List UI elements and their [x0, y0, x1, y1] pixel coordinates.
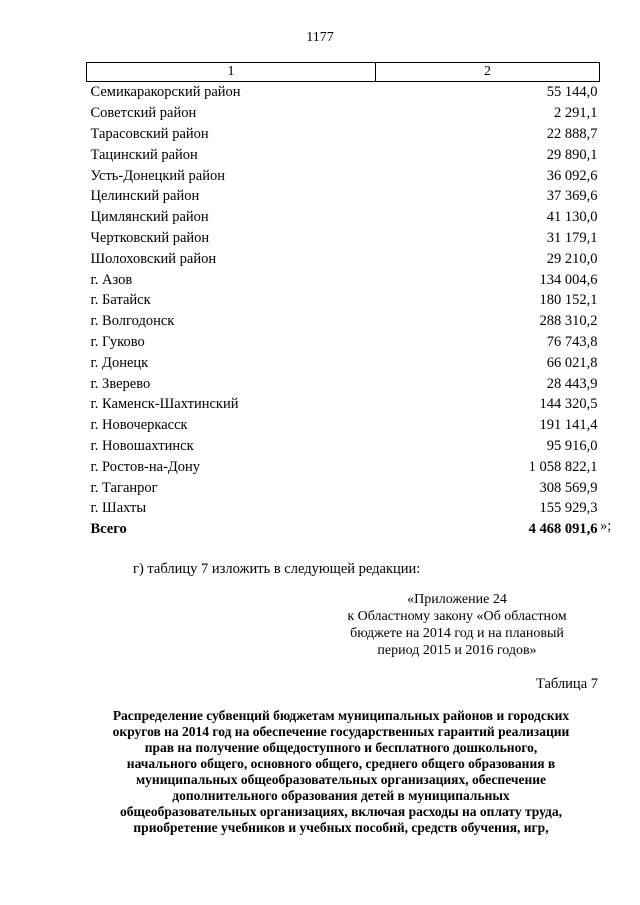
row-name: Чертковский район — [90, 229, 210, 246]
title-line: приобретение учебников и учебных пособий, средств обучения, игр, — [133, 820, 549, 835]
row-name: Цимлянский район — [90, 209, 209, 226]
row-name: Целинский район — [90, 188, 200, 205]
appendix-reference — [322, 591, 592, 659]
row-name: Тарасовский район — [90, 125, 209, 142]
row-value: 155 929,3 — [539, 500, 598, 517]
row-value: 308 569,9 — [539, 479, 598, 496]
row-name: г. Гуково — [90, 333, 145, 350]
title-line: дополнительного образования детей в муниципальных — [172, 788, 510, 803]
row-name: г. Шахты — [90, 500, 147, 517]
row-value: 180 152,1 — [539, 292, 598, 309]
row-name: г. Азов — [90, 271, 133, 288]
row-value: 37 369,6 — [546, 188, 598, 205]
table-label: Таблица 7 — [535, 676, 598, 692]
document-title — [70, 708, 612, 836]
table-row — [87, 332, 600, 353]
row-name: Усть-Донецкий район — [90, 167, 225, 184]
row-value: 55 144,0 — [546, 84, 598, 101]
table-row — [87, 394, 600, 415]
table-row — [87, 144, 600, 165]
row-value: 288 310,2 — [539, 313, 598, 330]
column-header-2: 2 — [376, 63, 600, 82]
appendix-line: бюджете на 2014 год и на плановый — [350, 626, 564, 641]
instruction-text: г) таблицу 7 изложить в следующей редакции: — [133, 561, 421, 577]
row-name: г. Каменск-Шахтинский — [90, 396, 239, 413]
subventions-table — [86, 62, 600, 540]
table-row — [87, 269, 600, 290]
row-value: 1 058 822,1 — [528, 458, 598, 475]
row-name: г. Новошахтинск — [90, 437, 194, 454]
table-row — [87, 82, 600, 103]
page-number: 1177 — [306, 30, 334, 45]
row-name: г. Донецк — [90, 354, 149, 371]
row-value: 31 179,1 — [546, 229, 598, 246]
table-row — [87, 498, 600, 519]
row-name: Шолоховский район — [90, 250, 217, 267]
row-name: г. Ростов-на-Дону — [90, 458, 201, 475]
row-value: 29 210,0 — [546, 250, 598, 267]
closing-quote-mark: »; — [600, 518, 612, 534]
table-row — [87, 456, 600, 477]
row-value: 66 021,8 — [546, 354, 598, 371]
row-name: Семикаракорский район — [90, 84, 241, 101]
row-name: Тацинский район — [90, 146, 198, 163]
table-body — [87, 82, 600, 540]
title-line: начального общего, основного общего, среднего общего образования в — [126, 756, 556, 771]
appendix-line: период 2015 и 2016 годов» — [377, 643, 537, 658]
table-row — [87, 124, 600, 145]
row-value: 95 916,0 — [546, 437, 598, 454]
table-row — [87, 186, 600, 207]
row-value: 2 291,1 — [554, 105, 598, 122]
table-row — [87, 228, 600, 249]
row-name: г. Таганрог — [90, 479, 158, 496]
title-line: прав на получение общедоступного и бесплатного дошкольного, — [144, 740, 538, 755]
table-row — [87, 352, 600, 373]
title-line: общеобразовательных организациях, включая расходы на оплату труда, — [120, 804, 562, 819]
table-row — [87, 290, 600, 311]
row-name: Советский район — [90, 105, 197, 122]
row-value: 144 320,5 — [539, 396, 598, 413]
title-line: муниципальных общеобразовательных организациях, обеспечение — [135, 772, 547, 787]
appendix-line: к Областному закону «Об областном — [347, 609, 567, 624]
total-row — [87, 519, 600, 540]
column-header-1: 1 — [87, 63, 376, 82]
table-header-row — [87, 63, 600, 82]
row-value: 28 443,9 — [546, 375, 598, 392]
row-value: 76 743,8 — [546, 333, 598, 350]
row-value: 22 888,7 — [546, 125, 598, 142]
row-value: 191 141,4 — [539, 417, 598, 434]
table-row — [87, 311, 600, 332]
title-line: Распределение субвенций бюджетам муниципальных районов и городских — [112, 708, 570, 723]
row-value: 29 890,1 — [546, 146, 598, 163]
row-name: г. Волгодонск — [90, 313, 175, 330]
table-row — [87, 248, 600, 269]
row-value: 36 092,6 — [546, 167, 598, 184]
row-name: г. Зверево — [90, 375, 151, 392]
table-row — [87, 103, 600, 124]
table-row — [87, 165, 600, 186]
table-row — [87, 477, 600, 498]
total-label: Всего — [90, 521, 127, 538]
table-row — [87, 415, 600, 436]
table-row — [87, 207, 600, 228]
row-name: г. Батайск — [90, 292, 151, 309]
table-row — [87, 373, 600, 394]
total-value: 4 468 091,6 — [528, 521, 598, 538]
appendix-line: «Приложение 24 — [407, 592, 507, 607]
table-row — [87, 436, 600, 457]
row-value: 41 130,0 — [546, 209, 598, 226]
title-line: округов на 2014 год на обеспечение государственных гарантий реализации — [112, 724, 570, 739]
row-name: г. Новочеркасск — [90, 417, 188, 434]
row-value: 134 004,6 — [539, 271, 598, 288]
